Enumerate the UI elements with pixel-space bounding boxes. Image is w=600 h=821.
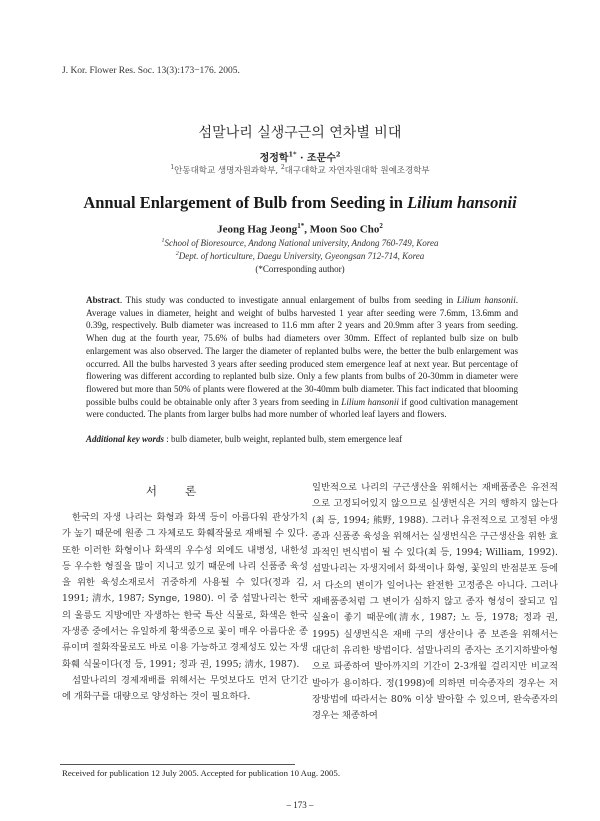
korean-affil-1: 안동대학교 생명자원과학부,: [174, 166, 281, 176]
received-note: Received for publication 12 July 2005. Accepted for publication 10 Aug. 2005.: [62, 768, 341, 778]
korean-affil-2: 대구대학교 자연자원대학 원예조경학부: [284, 166, 430, 176]
page-number: – 173 –: [286, 800, 314, 810]
english-title-main: Annual Enlargement of Bulb from Seeding in: [83, 193, 408, 212]
english-affil-2-text: Dept. of horticulture, Daegu University, Gyeongsan 712-714, Korea: [178, 251, 425, 261]
english-author-1-sup: 1*: [297, 222, 305, 230]
affil-1-superscript: 1: [170, 164, 175, 172]
korean-author-1: 정정학: [259, 153, 289, 164]
keywords-label: Additional key words: [86, 434, 165, 444]
korean-affiliations: [0, 164, 600, 176]
english-authors: [0, 222, 600, 236]
english-author-1: Jeong Hag Jeong: [217, 223, 298, 236]
keywords-text: : bulb diameter, bulb weight, replanted bulb, stem emergence leaf: [164, 434, 403, 444]
left-paragraph-2: 섬말나리의 경제재배를 위해서는 무엇보다도 먼저 단기간에 개화구를 대량으로 양성하는 것이 필요하다.: [62, 674, 308, 703]
english-author-2-sup: 2: [379, 222, 383, 230]
abstract-species-2: Lilium hansonii: [341, 396, 399, 407]
korean-title: 섬말나리 실생구근의 연차별 비대: [198, 125, 402, 141]
right-paragraph-1: 일반적으로 나리의 구근생산을 위해서는 재배품종은 유전적으로 고정되어있지 않으므로 실생번식은 거의 행하지 않는다(최 등, 1994; 熊野, 1988). 그러나 유전적으로 고정된 야생종과 신품종 육성을 위해서는 실생번식은 구근생산을 위한 효과적인 번식법이 될 수 있다(최 등, 1994; William, 1992). 섬말나리는 자생지에서 화색이나 화형, 꽃잎의 반점분포 등에서 다소의 변이가 일어나는 완전한 고정종은 아니다. 그러나 재배품종처럼 그 변이가 심하지 않고 종자 형성이 잘되고 입실율이 좋기 때문에(淸水, 1987; 노 등, 1978; 정과 권, 1995) 실생번식은 재배 구의 생산이나 종 보존을 위해서는 대단히 유리한 방법이다. 섬말나리의 종자는 조기지하발아형으로 파종하여 발아까지의 기간이 2-3개월 걸리지만 비교적 발아가 용이하다. 정(1998)에 의하면 미숙종자의 경우는 저장방법에 따라서는 80% 이상 발아할 수 있으며, 완숙종자의 경우는 채종하여: [312, 482, 558, 722]
abstract-label: Abstract: [86, 295, 120, 305]
abstract-text-3: if good cultivation management were conducted. The plants from larger bulbs had more number of whorled leaf layers and flowers.: [86, 396, 518, 420]
abstract-text-1: . This study was conducted to investigate annual enlargement of bulbs from seeding in: [119, 295, 457, 305]
korean-author-2: · 조문수: [296, 153, 336, 164]
english-author-2: , Moon Soo Cho: [304, 223, 380, 236]
english-affil-1-sup: 1: [161, 238, 165, 244]
english-affil-2-sup: 2: [175, 251, 179, 257]
right-column: [312, 480, 558, 724]
affil-2-superscript: 2: [280, 164, 285, 172]
author-2-superscript: 2: [335, 150, 341, 159]
english-title-species: Lilium hansonii: [407, 193, 517, 212]
english-title: [0, 193, 600, 213]
english-affiliation-1: [0, 238, 600, 248]
section-heading-introduction: 서론: [145, 484, 225, 498]
korean-authors: [0, 149, 600, 164]
author-1-superscript: 1*: [288, 150, 297, 159]
abstract-species-1: Lilium hansonii: [456, 295, 516, 305]
left-paragraph-1: 한국의 자생 나리는 화형과 화색 등이 아름다워 관상가치가 높기 때문에 원종 그 자체로도 화훼작물로 재배될 수 있다. 또한 이러한 화형이나 화색의 우수성 외에도 내병성, 내한성 등 우수한 형질을 많이 지니고 있기 때문에 나리 신품종 육성을 위한 육성소재로서 귀중하게 사용될 수 있다(정과 김, 1991; 淸水, 1987; Synge, 1980). 이 중 섬말나리는 한국의 울릉도 지방에만 자생하는 한국 특산 식물로, 화색은 한국 자생종 중에서는 유일하게 황색종으로 꽃이 매우 아름다운 종류이며 절화작물로도 바로 이용 가능하고 경제성도 있는 자생 화훼 식물이다(정 등, 1991; 정과 권, 1995; 淸水, 1987).: [62, 512, 308, 670]
english-affil-1-text: School of Bioresource, Andong National university, Andong 760-749, Korea: [164, 238, 439, 248]
keywords: [86, 434, 518, 444]
abstract-text-2: . Average values in diameter, height and weight of bulbs harvested 1 year after seeding were 7.6mm, 13.6mm and 0.39g, respectively. Bulb diameter was increased to 11.6 mm after 2 years and 20.9mm after 3 years from seeding. When dug at the fourth year, 75.6% of bulbs had diameters over 30mm. Effect of replanted bulb size on bulb enlargement was also observed. The larger the diameter of replanted bulbs were, the better the bulb enlargement was occurred. All the bulbs harvested 3 years after seeding produced stem emergence leaf at next year. But percentage of flowering was different according to replanted bulb size. Only a few plants from bulbs of 20-30mm in diameter were flowered but more than 50% of plants were flowered at the 30-40mm bulb diameter. This fact indicated that blooming possible bulbs could be obtainable only after 3 years from seeding in: [86, 295, 518, 407]
abstract: [86, 294, 518, 421]
journal-citation: J. Kor. Flower Res. Soc. 13(3):173−176. 2005.: [62, 66, 240, 76]
corresponding-author-note: (*Corresponding author): [255, 264, 345, 274]
footnote-divider: [60, 764, 295, 765]
left-column: [62, 510, 308, 706]
english-affiliation-2: [0, 251, 600, 261]
